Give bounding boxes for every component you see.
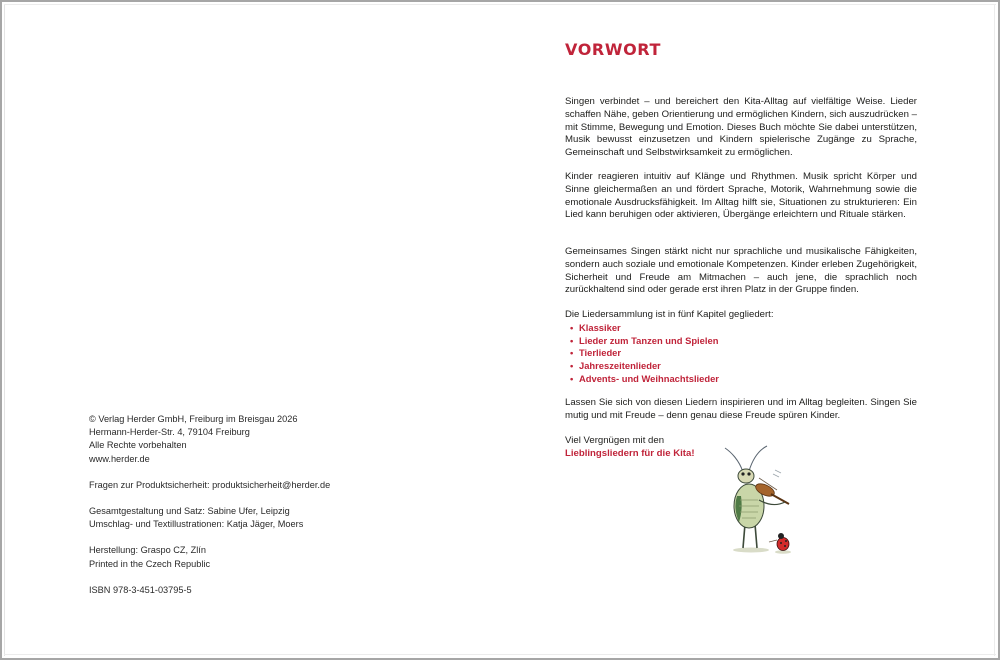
chapter-item: • Lieder zum Tanzen und Spielen — [570, 334, 719, 346]
website-line: www.herder.de — [89, 453, 150, 464]
copyright-line: © Verlag Herder GmbH, Freiburg im Breisgau 2026 — [89, 414, 298, 424]
imprint — [89, 413, 369, 597]
chapter-item: • Klassiker — [570, 321, 621, 333]
printed-in-line: Printed in the Czech Republic — [89, 558, 211, 569]
bullet-icon: • — [570, 360, 574, 372]
chapter-overview — [565, 309, 917, 386]
list-intro: Die Liedersammlung ist in fünf Kapitel gegliedert: — [565, 309, 774, 320]
design-credit: Gesamtgestaltung und Satz: Sabine Ufer, Leipzig — [89, 506, 290, 517]
chapter-list — [565, 322, 917, 386]
chapter-item: • Tierlieder — [570, 347, 622, 359]
sign-off-highlight: Lieblingsliedern für die Kita! — [565, 447, 695, 459]
trim-line — [4, 4, 5, 656]
isbn-line: ISBN 978-3-451-03795-5 — [89, 584, 192, 595]
grasshopper-violin-ladybug-icon — [713, 444, 813, 556]
chapter-item: • Advents- und Weihnachtslieder — [570, 372, 719, 384]
page-border — [0, 0, 1000, 2]
product-safety-line: Fragen zur Produktsicherheit: produktsicherheit@herder.de — [89, 479, 331, 490]
production-line: Herstellung: Graspo CZ, Zlín — [89, 545, 206, 556]
chapter-item: • Jahreszeitenlieder — [570, 360, 661, 372]
illustration-credit: Umschlag- und Textillustrationen: Katja Jäger, Moers — [89, 519, 304, 530]
paragraph: Kinder reagieren intuitiv auf Klänge und Rhythmen. Musik spricht Körper und Sinne gleichermaßen an und fördert Sprache, Motorik, Wahrnehmung sowie die emotionale Ausdrucksfähigkeit. Im Alltag hilft sie, Situationen zu strukturieren: Ein Lied kann beruhigen oder aktivieren, Übergänge erleichtern und Rituale stärken. — [565, 171, 917, 221]
foreword-page — [565, 40, 917, 459]
paragraph: Singen verbindet – und bereichert den Kita-Alltag auf vielfältige Weise. Lieder schaffen Nähe, geben Orientierung und ermöglichen Kindern, sich auszudrücken – mit Stimme, Bewegung und Emotion. Dieses Buch möchte Sie dabei unterstützen, Musik bewusst einzusetzen und Kindern spielerische Zugänge zu Sprache, Gemeinschaft und Selbstwirksamkeit zu ermöglichen. — [565, 96, 917, 159]
trim-line — [4, 654, 996, 655]
page-border — [0, 0, 2, 660]
trim-line — [994, 4, 995, 656]
bullet-icon: • — [570, 372, 574, 384]
bullet-icon: • — [570, 321, 574, 333]
address-line: Hermann-Herder-Str. 4, 79104 Freiburg — [89, 427, 250, 438]
trim-line — [4, 4, 996, 5]
closing-paragraph: Lassen Sie sich von diesen Liedern inspirieren und im Alltag begleiten. Singen Sie mutig und mit Freude – denn genau diese Freude spüren Kinder. — [565, 397, 917, 421]
bullet-icon: • — [570, 334, 574, 346]
bullet-icon: • — [570, 347, 574, 359]
rights-line: Alle Rechte vorbehalten — [89, 440, 187, 451]
sign-off-text: Viel Vergnügen mit den — [565, 435, 665, 446]
paragraph: Gemeinsames Singen stärkt nicht nur sprachliche und musikalische Fähigkeiten, sondern auch soziale und emotionale Kompetenzen. Kinder erleben Zugehörigkeit, Sicherheit und Freude am Mitmachen – auch jene, die sprachlich noch zurückhaltend sind oder gerade erst ihren Platz in der Gruppe finden. — [565, 246, 917, 296]
page-title: VORWORT — [565, 40, 661, 59]
